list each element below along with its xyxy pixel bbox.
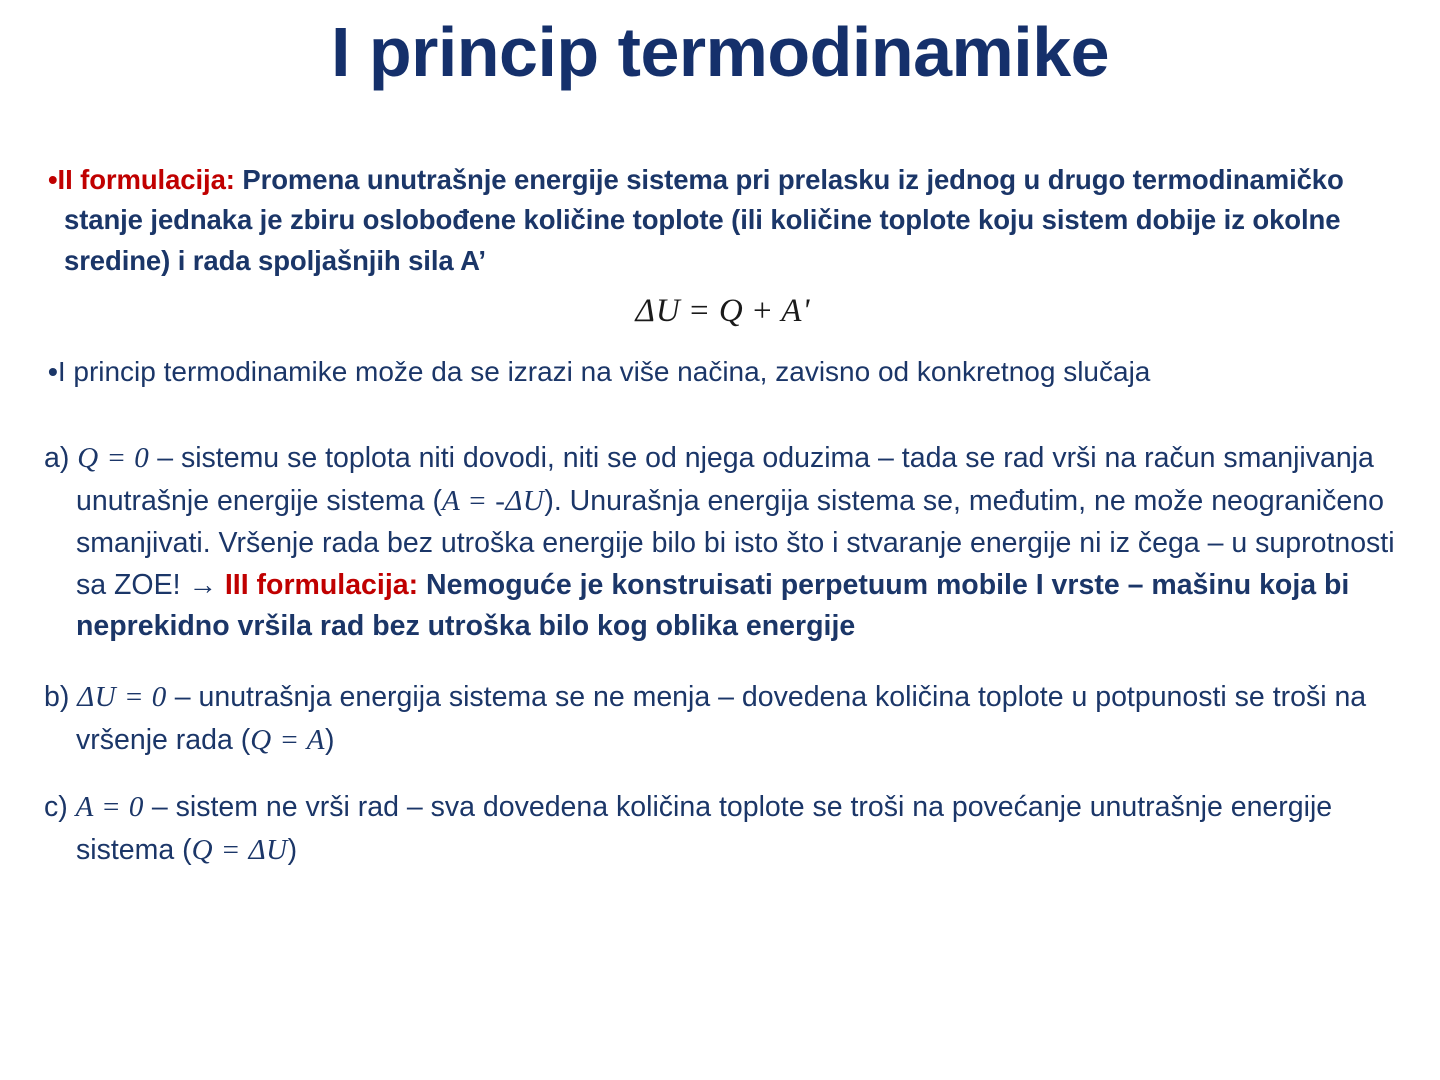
item-b-marker: b) bbox=[44, 681, 70, 714]
list-item-c bbox=[36, 786, 1410, 872]
item-a-arrow-icon: → bbox=[188, 568, 225, 601]
item-a-math-2: A = -ΔU bbox=[441, 484, 545, 517]
item-a-text-2: ). Unurašnja energija sistema se, međutim, ne može neograničeno smanjivati. Vršenje rada bez utroška energije bilo bi isto što i stvaranje energije ni iz čega – u suprotnosti sa ZOE! bbox=[76, 484, 1395, 601]
item-c-math: A = 0 bbox=[75, 791, 144, 824]
formulation-bullet bbox=[36, 160, 1410, 281]
item-a-text-1: – sistemu se toplota niti dovodi, niti se od njega oduzima – tada se rad vrši na račun smanjivanja unutrašnje energije sistema ( bbox=[76, 441, 1374, 517]
slide-body bbox=[36, 160, 1410, 872]
item-b-math-2: Q = A bbox=[250, 724, 325, 757]
item-a-math: Q = 0 bbox=[77, 441, 150, 474]
item-c-text-1: – sistem ne vrši rad – sva dovedena količina toplote se troši na povećanje unutrašnje energije sistema ( bbox=[76, 791, 1333, 866]
list-item-a bbox=[36, 437, 1410, 648]
bullet-dot-icon: • bbox=[48, 356, 58, 388]
formula-a-prime-term: A' bbox=[781, 293, 811, 330]
item-c-math-2: Q = ΔU bbox=[191, 833, 288, 866]
ways-bullet bbox=[36, 352, 1410, 393]
formula-q-term: Q bbox=[718, 293, 744, 330]
formula-plus: + bbox=[752, 293, 773, 330]
list-item-b bbox=[36, 676, 1410, 762]
item-b-math: ΔU = 0 bbox=[77, 681, 167, 714]
page-title: I princip termodinamike bbox=[330, 13, 1110, 91]
formula-delta-u-term: ΔU bbox=[635, 293, 681, 330]
item-c-text-2: ) bbox=[287, 833, 298, 866]
ways-bullet-text: I princip termodinamike može da se izrazi na više načina, zavisno od konkretnog slučaja bbox=[57, 356, 1151, 388]
formula-equals: = bbox=[689, 293, 710, 330]
bullet-dot-icon: • bbox=[48, 164, 58, 195]
formulation-label: II formulacija: bbox=[57, 164, 235, 195]
item-a-red-label: III formulacija: bbox=[224, 568, 419, 601]
formula-delta-u bbox=[36, 293, 1410, 330]
item-a-bold-tail: Nemoguće je konstruisati perpetuum mobile I vrste – mašinu koja bi neprekidno vršila rad bez utroška bilo kog oblika energije bbox=[76, 568, 1350, 643]
formulation-text: Promena unutrašnje energije sistema pri prelasku iz jednog u drugo termodinamičko stanje jednaka je zbiru oslobođene količine toplote (ili količine toplote koju sistem dobije iz okolne sredine) i rada spoljašnjih sila A’ bbox=[64, 164, 1344, 276]
item-c-marker: c) bbox=[44, 791, 68, 824]
item-b-text-2: ) bbox=[324, 724, 335, 757]
item-a-marker: a) bbox=[44, 441, 70, 474]
item-b-text-1: – unutrašnja energija sistema se ne menja – dovedena količina toplote u potpunosti se troši na vršenje rada ( bbox=[76, 681, 1367, 757]
